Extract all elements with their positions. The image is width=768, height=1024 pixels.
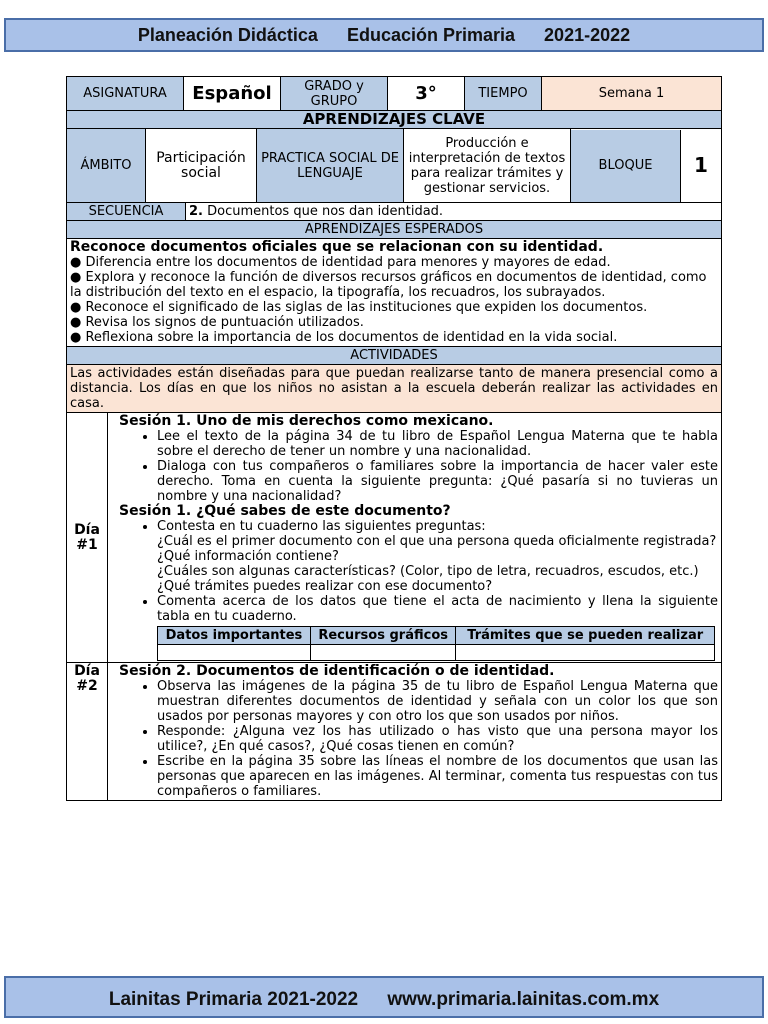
dia2-item: • Escribe en la página 35 sobre las líneas el nombre de los documentos que usan las personas que aparecen en las imágenes. Al terminar, comenta tus respuestas con tus compañeros o familiares. bbox=[157, 754, 718, 799]
dia1-session2-item: • Comenta acerca de los datos que tiene el acta de nacimiento y llena la siguiente tabla en tu cuaderno. bbox=[157, 594, 718, 624]
esperados-table bbox=[66, 220, 722, 413]
practica-label: PRACTICA SOCIAL DE LENGUAJE bbox=[257, 129, 404, 203]
secuencia-table bbox=[66, 202, 722, 221]
acta-cell bbox=[158, 645, 311, 661]
grado-value: 3° bbox=[388, 77, 465, 111]
secuencia-label: SECUENCIA bbox=[67, 203, 186, 221]
header-year: 2021-2022 bbox=[544, 25, 631, 45]
esperado-item: ● Reconoce el significado de las siglas de las instituciones que expiden los documentos. bbox=[70, 300, 648, 315]
dia1-content bbox=[108, 413, 722, 663]
esperados-heading: APRENDIZAJES ESPERADOS bbox=[67, 221, 722, 239]
dia1-label: Día #1 bbox=[67, 413, 108, 663]
esperado-item: ● Reflexiona sobre la importancia de los documentos de identidad en la vida social. bbox=[70, 330, 618, 345]
dia2-item: • Observa las imágenes de la página 35 de tu libro de Español Lengua Materna que muestran diferentes documentos de identidad y señala con un color los que son usados por personas mayores y con otro los que son usados por niños. bbox=[157, 679, 718, 724]
aprendizajes-clave-heading: APRENDIZAJES CLAVE bbox=[67, 111, 722, 129]
dia2-label: Día #2 bbox=[67, 663, 108, 801]
secuencia-row bbox=[186, 203, 722, 221]
bloque-value: 1 bbox=[694, 153, 708, 177]
grado-label: GRADO y GRUPO bbox=[281, 77, 388, 111]
secuencia-value: Documentos que nos dan identidad. bbox=[207, 204, 444, 219]
question: ¿Cuál es el primer documento con el que una persona queda oficialmente registrada? bbox=[157, 534, 717, 549]
dia2-item: • Responde: ¿Alguna vez los has utilizado o has visto que una persona mayor los utilice?, ¿En qué casos?, ¿Qué cosas tienen en común? bbox=[157, 724, 718, 754]
asignatura-label: ASIGNATURA bbox=[67, 77, 184, 111]
esperado-item: ● Diferencia entre los documentos de identidad para menores y mayores de edad. bbox=[70, 255, 611, 270]
dia2-content bbox=[108, 663, 722, 801]
planning-document bbox=[66, 76, 722, 801]
footer-url[interactable]: www.primaria.lainitas.com.mx bbox=[387, 989, 660, 1010]
acta-table bbox=[157, 626, 715, 661]
acta-cell bbox=[456, 645, 715, 661]
esperado-item: ● Revisa los signos de puntuación utilizados. bbox=[70, 315, 364, 330]
info-table bbox=[66, 76, 722, 111]
tiempo-value: Semana 1 bbox=[542, 77, 722, 111]
dias-table bbox=[66, 412, 722, 801]
footer-banner bbox=[4, 976, 764, 1018]
esperados-title: Reconoce documentos oficiales que se relacionan con su identidad. bbox=[70, 239, 604, 255]
tiempo-label: TIEMPO bbox=[465, 77, 542, 111]
footer-left: Lainitas Primaria 2021-2022 bbox=[108, 989, 359, 1010]
acta-header-datos: Datos importantes bbox=[158, 627, 311, 645]
actividades-heading: ACTIVIDADES bbox=[67, 347, 722, 365]
acta-header-recursos: Recursos gráficos bbox=[310, 627, 455, 645]
header-level: Educación Primaria bbox=[346, 25, 516, 45]
acta-cell bbox=[310, 645, 455, 661]
esperado-item: ● Explora y reconoce la función de diversos recursos gráficos en documentos de identidad, como la distribución del texto en el espacio, la tipografía, los recuadros, los subrayados. bbox=[70, 270, 707, 300]
dia1-session1-title: Sesión 1. Uno de mis derechos como mexicano. bbox=[119, 413, 494, 429]
bloque-label: BLOQUE bbox=[571, 130, 681, 202]
ambito-label: ÁMBITO bbox=[67, 129, 146, 203]
ambito-value: Participación social bbox=[146, 129, 257, 203]
dia1-session1-item: • Lee el texto de la página 34 de tu libro de Español Lengua Materna que te habla sobre el derecho de tener un nombre y una nacionalidad. bbox=[157, 429, 718, 459]
dia1-session2-item: • Contesta en tu cuaderno las siguientes preguntas: bbox=[157, 519, 718, 534]
dia1-session2-title: Sesión 1. ¿Qué sabes de este documento? bbox=[119, 503, 451, 519]
clave-table bbox=[66, 110, 722, 203]
header-title: Planeación Didáctica bbox=[137, 25, 318, 45]
dia2-session-title: Sesión 2. Documentos de identificación o de identidad. bbox=[119, 663, 555, 679]
question: ¿Qué información contiene? bbox=[157, 549, 339, 564]
actividades-intro: Las actividades están diseñadas para que puedan realizarse tanto de manera presencial como a distancia. Los días en que los niños no asistan a la escuela deberán realizar las actividades en casa. bbox=[67, 365, 722, 413]
question: ¿Qué trámites puedes realizar con ese documento? bbox=[157, 579, 493, 594]
practica-value: Producción e interpretación de textos para realizar trámites y gestionar servicios. bbox=[404, 129, 571, 203]
dia1-session1-item: • Dialoga con tus compañeros o familiares sobre la importancia de hacer valer este derecho. Toma en cuenta la siguiente pregunta: ¿Qué pasaría si no tuvieras un nombre y una nacionalidad? bbox=[157, 459, 718, 504]
acta-header-tramites: Trámites que se pueden realizar bbox=[456, 627, 715, 645]
secuencia-number: 2. bbox=[189, 204, 203, 219]
esperados-body bbox=[67, 239, 722, 347]
question: ¿Cuáles son algunas características? (Color, tipo de letra, recuadros, escudos, etc.) bbox=[157, 564, 699, 579]
header-banner bbox=[4, 18, 764, 52]
asignatura-value: Español bbox=[184, 77, 281, 111]
